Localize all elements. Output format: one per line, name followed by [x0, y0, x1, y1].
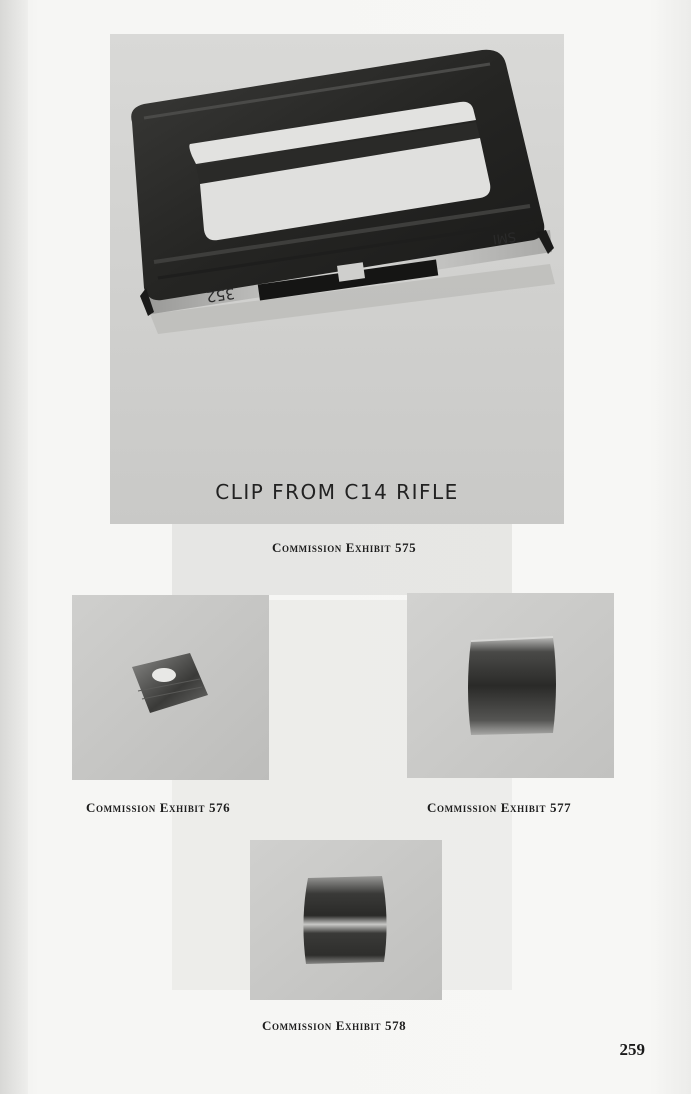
caption-exhibit-578: Commission Exhibit 578 — [262, 1018, 407, 1033]
caption-exhibit-575: Commission Exhibit 575 — [272, 540, 417, 555]
metal-fragment-image — [72, 595, 269, 780]
exhibit-578-photo — [250, 840, 442, 1000]
exhibit-575-photo — [110, 34, 564, 524]
bullet-section-image — [407, 593, 614, 778]
bullet-section-image — [250, 840, 442, 1000]
caption-exhibit-577: Commission Exhibit 577 — [427, 800, 572, 815]
exhibit-575-label: CLIP FROM C14 RIFLE — [215, 480, 459, 504]
page-edge-shadow — [0, 0, 28, 1094]
clip-stamp-left: 352 — [205, 284, 236, 306]
exhibit-577-photo — [407, 593, 614, 778]
clip-stamp-right: SMI — [491, 228, 517, 247]
caption-exhibit-576: Commission Exhibit 576 — [86, 800, 231, 815]
exhibit-576-photo — [72, 595, 269, 780]
page-number: 259 — [619, 1040, 645, 1059]
rifle-clip-image — [110, 34, 564, 524]
